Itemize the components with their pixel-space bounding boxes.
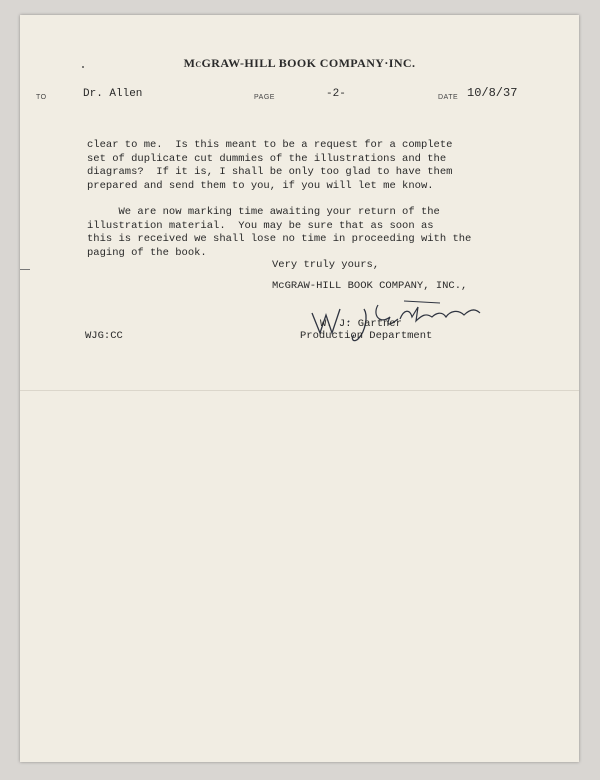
page-label: PAGE xyxy=(254,94,275,101)
signer-name: W. J. Gartner xyxy=(320,318,402,330)
letter-body xyxy=(87,139,471,273)
body-paragraph: We are now marking time awaiting your return of the illustration material. You may be sure that as soon as this is received we shall lose no time in proceeding with the paging of the book. xyxy=(87,206,472,259)
to-label: TO xyxy=(36,94,47,101)
to-value: Dr. Allen xyxy=(83,88,143,100)
closing-salutation: Very truly yours, xyxy=(272,259,380,271)
letterhead: McGRAW-HILL BOOK COMPANY·INC. xyxy=(183,56,416,70)
letter-page xyxy=(20,15,579,762)
page-value: -2- xyxy=(326,88,346,100)
body-paragraph: clear to me. Is this meant to be a request for a complete set of duplicate cut dummies of the illustrations and the diagrams? If it is, I shall be only too glad to have them prepared and send them to you, if you will let me know. xyxy=(87,139,453,192)
date-value: 10/8/37 xyxy=(467,86,518,100)
typist-initials: WJG:CC xyxy=(85,330,123,342)
margin-mark xyxy=(20,269,30,270)
signer-department: Production Department xyxy=(300,330,433,342)
date-label: DATE xyxy=(438,94,459,101)
fold-line xyxy=(20,390,579,391)
closing-company: McGRAW-HILL BOOK COMPANY, INC., xyxy=(272,280,468,292)
